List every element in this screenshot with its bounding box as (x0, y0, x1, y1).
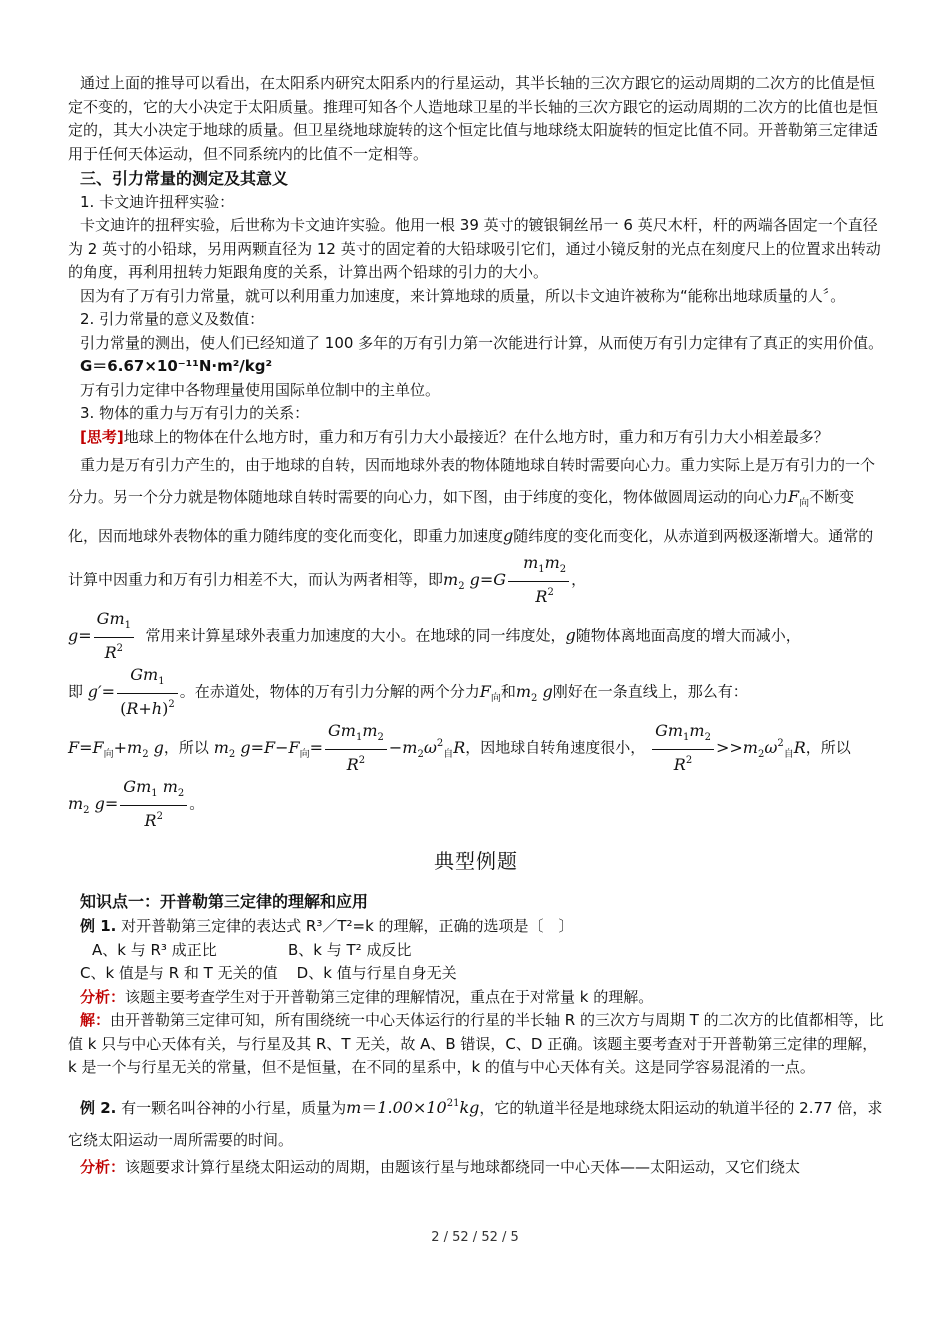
formula-m2g-approx: $m_2$ g= $\frac{Gm_1 m_2}{R^2}$ (68, 794, 189, 813)
item2-title: 2. 引力常量的意义及数值： (80, 310, 265, 328)
page-number-footer: 2 / 52 / 52 / 5 (431, 1230, 519, 1245)
formula-f-sum: $F=F_向+m_2$ g (68, 737, 164, 760)
item2-body: 引力常量的测出，使人们已经知道了 100 多年的万有引力第一次能进行计算，从而使万有引力定律有了真正的实用价值。 (80, 333, 884, 352)
example-1-solution: 解：由开普勒第三定律可知，所有围绕统一中心天体运行的行星的半长轴 R 的三次方与周期 T 的二次方的比值都相等，比值 k 只与中心天体有关，与行星及其 R、T 无关，故 A、B 错误，C、D 正确。该题主要考查对于开普勒第三定律的理解，k 是一个与行星无关的常量，但不是恒量，在不同的星系中，k 的值与中心天体有关。这是同学容易混淆的一点。 (68, 1011, 884, 1076)
think-body: 地球上的物体在什么地方时，重力和万有引力大小最接近？在什么地方时，重力和万有引力大小相差最多？ (123, 427, 829, 446)
example-1-options-cd (68, 962, 884, 986)
item3-title: 3. 物体的重力与万有引力的关系： (80, 404, 310, 422)
equator-force-paragraph: $F=F_向+m_2$ g，所以 $m_2$ $g=F-F_向=$ $\frac{Gm_1m_2}{R^2}$ $-m_2\omega^2_自R$，因地球自转角速度很小， $\frac{Gm_1m_2}{R^2}$ $>>m_2\omega^2_自R$，所以 (68, 721, 851, 774)
item1-body: 卡文迪许的扭秤实验，后世称为卡文迪许实验。他用一根 39 英寸的镀银铜丝吊一 6 英尺木杆，杆的两端各固定一个直径为 2 英寸的小铅球，另用两颗直径为 12 英寸的固定着的大铅球吸引它们，通过小镜反射的光点在刻度尺上的位置求出转动的角度，再利用扭转力矩跟角度的关系，计算出两个铅球的引力的大小。 (68, 216, 881, 281)
example-1-options-ab (68, 939, 884, 963)
option-b: B、k 与 T² 成反比 (288, 940, 412, 959)
formula-g: g (503, 526, 514, 545)
example-1-analysis: 分析：该题主要考查学生对于开普勒第三定律的理解情况，重点在于对常量 k 的理解。 (80, 987, 654, 1006)
option-d: D、k 值与行星自身无关 (296, 964, 457, 982)
example-2-question: 例 2. 有一颗名叫谷神的小行星，质量为$m=1.00\times 10^{21}kg$，它的轨道半径是地球绕太阳运动的轨道半径的 2.77 倍，求它绕太阳运动一周所需要的时间。 (68, 1097, 883, 1149)
surface-gravity-paragraph: g= $\frac{Gm_1}{R^2}$ 常用来计算星球外表重力加速度的大小。在地球的同一纬度处，g随物体离地面高度的增大而减小， (68, 609, 801, 662)
paragraph-kepler-conclusion: 通过上面的推导可以看出，在太阳系内研究太阳系内的行星运动，其半长轴的三次方跟它的运动周期的二次方的比值是恒定不变的，它的大小决定于太阳质量。推理可知各个人造地球卫星的半长轴的三次方跟它的运动周期的二次方的比值也是恒定的，其大小决定于地球的质量。但卫星绕地球旋转的这个恒定比值与地球绕太阳旋转的恒定比值不同。开普勒第三定律适用于任何天体运动，但不同系统内的比值不一定相等。 (68, 74, 879, 163)
formula-much-greater: $\frac{Gm_1m_2}{R^2}$ $>>m_2\omega^2_自R$ (650, 738, 806, 757)
section-heading-gravitational-constant: 三、引力常量的测定及其意义 (80, 169, 289, 188)
final-approximation: $m_2$ g= $\frac{Gm_1 m_2}{R^2}$ 。 (68, 777, 205, 830)
examples-heading: 典型例题 (434, 849, 518, 873)
example-2-analysis: 分析：该题要求计算行星绕太阳运动的周期，由题该行星与地球都绕同一中心天体——太阳运动，又它们绕太 (80, 1157, 801, 1176)
height-gravity-paragraph: 即 g′= $\frac{Gm_1}{(R+h)^2}$ 。在赤道处，物体的万有引力分解的两个分力$F_向$和$m_2$ g刚好在一条直线上，那么有： (68, 665, 748, 718)
example-1-question: 例 1. 对开普勒第三定律的表达式 R³／T²=k 的理解，正确的选项是〔 〕 (80, 917, 574, 935)
gravity-paragraph: 重力是万有引力产生的，由于地球的自转，因而地球外表的物体随地球自转时需要向心力。重力实际上是万有引力的一个分力。另一个分力就是物体随地球自转时需要的向心力，如下图，由于纬度的变化，物体做圆周运动的向心力$F_向$不断变化，因而地球外表物体的重力随纬度的变化而变化，即重力加速度g随纬度的变化而变化，从赤道到两极逐渐增大。通常的计算中因重力和万有引力相差不大，而认为两者相等，即$m_2$ g=G $\frac{m_1m_2}{R^2}$ ， (68, 456, 876, 606)
formula-g-prime: g′= $\frac{Gm_1}{(R+h)^2}$ (88, 682, 180, 701)
formula-m2g-equals: $m_2$ g=G $\frac{m_1m_2}{R^2}$ (443, 570, 571, 589)
si-unit-note: 万有引力定律中各物理量使用国际单位制中的主单位。 (80, 380, 441, 399)
g-constant-value: G＝6.67×10⁻¹¹N·m²/kg² (80, 357, 273, 375)
item1-note: 因为有了万有引力常量，就可以利用重力加速度，来计算地球的质量，所以卡文迪许被称为“能称出地球质量的人〞。 (80, 286, 846, 305)
document-page (68, 72, 884, 1179)
formula-mass-value: $m=1.00\times 10^{21}kg$ (346, 1097, 480, 1117)
item1-title: 1. 卡文迪许扭秤实验： (80, 192, 235, 211)
formula-g-surface: g= $\frac{Gm_1}{R^2}$ (68, 626, 136, 645)
think-label: [思考] (80, 427, 124, 446)
formula-f-centripetal: $F_向$ (788, 487, 810, 509)
formula-m2g-difference: $m_2$ $g=F-F_向=$ $\frac{Gm_1m_2}{R^2}$ $-m_2\omega^2_自R$ (213, 721, 466, 774)
option-a: A、k 与 R³ 成正比 (92, 940, 217, 959)
think-question (68, 426, 884, 450)
option-c: C、k 值是与 R 和 T 无关的值 (80, 964, 278, 982)
knowledge-point-1-title: 知识点一：开普勒第三定律的理解和应用 (80, 891, 369, 911)
